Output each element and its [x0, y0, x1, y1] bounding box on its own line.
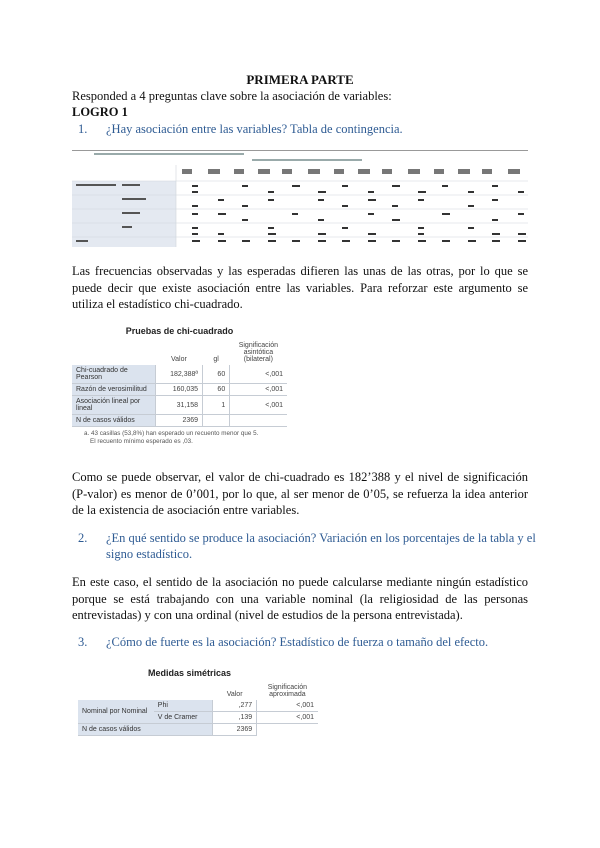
table-row [78, 700, 318, 712]
logro-label: LOGRO 1 [72, 105, 128, 119]
chi-row-valor: 2369 [155, 415, 202, 427]
symmetric-measures-title: Medidas simétricas [148, 668, 232, 678]
sym-n-value: 2369 [213, 724, 257, 736]
chi-square-grid [72, 340, 287, 427]
sym-group-label: Nominal por Nominal [78, 700, 154, 724]
chi-row-sig: <,001 [230, 384, 287, 396]
symmetric-measures-grid [78, 682, 318, 736]
chi-row-gl: 60 [203, 365, 230, 384]
paragraph-1: Las frecuencias observadas y las esperadas difieren las unas de las otras, por lo que se puede decir que existe asociación entre las variables. Para reforzar este argumento se utiliza el estadístico chi-cuadrado. [72, 264, 528, 312]
chi-square-title: Pruebas de chi-cuadrado [125, 326, 234, 336]
chi-row-sig [230, 415, 287, 427]
symmetric-measures-table [78, 668, 318, 736]
page-heading: PRIMERA PARTE [246, 72, 354, 87]
chi-header-gl: gl [213, 356, 219, 363]
chi-row-sig: <,001 [230, 365, 287, 384]
sym-row-valor: ,139 [213, 712, 257, 724]
chi-header-sig: Significación asintótica (bilateral) [238, 342, 279, 363]
question-2-continuation: signo estadístico. [106, 547, 193, 561]
question-1-text: ¿Hay asociación entre las variables? Tabla de contingencia. [106, 122, 403, 136]
sym-row-sig: <,001 [257, 712, 318, 724]
chi-row-valor: 182,388ª [155, 365, 202, 384]
sym-header-sig: Significación aproximada [267, 684, 307, 698]
intro-text: Responded a 4 preguntas clave sobre la asociación de variables: [72, 89, 392, 103]
paragraph-3: En este caso, el sentido de la asociación no puede calcularse mediante ningún estadístico porque se está trabajando con una variable nominal (la religiosidad de las personas entrevistadas) y con una ordinal (nivel de estudios de la persona entrevistada). [72, 575, 528, 623]
question-2-text: ¿En qué sentido se produce la asociación? Variación en los porcentajes de la tabla y el [106, 531, 536, 545]
chi-row-label: N de casos válidos [72, 415, 155, 427]
chi-row-gl [203, 415, 230, 427]
sym-row-sig: <,001 [257, 700, 318, 712]
chi-row-label: Razón de verosimilitud [72, 384, 155, 396]
contingency-table-graphic [72, 151, 528, 247]
paragraph-2: Como se puede observar, el valor de chi-cuadrado es 182’388 y el nivel de significación (P-valor) es menor de 0’001, por lo que, al ser menor de 0’05, se refuerza la idea anterior de la existencia de asociación entre variables. [72, 470, 528, 518]
table-row [78, 724, 318, 736]
sym-header-valor: Valor [226, 691, 243, 698]
chi-footnote-a: a. 43 casillas (53,8%) han esperado un recuento menor que 5. [84, 430, 259, 437]
sym-row-label: V de Cramer [154, 712, 213, 724]
chi-square-table [72, 326, 287, 446]
question-3 [78, 634, 488, 650]
chi-footnote-b: El recuento mínimo esperado es ,03. [90, 438, 193, 445]
question-3-number: 3. [78, 635, 88, 649]
chi-row-gl: 60 [203, 384, 230, 396]
table-row [72, 415, 287, 427]
chi-row-label: Chi-cuadrado de Pearson [72, 365, 155, 384]
chi-row-valor: 31,158 [155, 396, 202, 415]
sym-row-valor: ,277 [213, 700, 257, 712]
question-1-number: 1. [78, 122, 88, 136]
table-row [72, 365, 287, 384]
question-2 [78, 530, 536, 546]
sym-n-label: N de casos válidos [78, 724, 213, 736]
contingency-table-image [72, 150, 528, 247]
chi-row-label: Asociación lineal por lineal [72, 396, 155, 415]
chi-row-sig: <,001 [230, 396, 287, 415]
sym-row-label: Phi [154, 700, 213, 712]
question-2-number: 2. [78, 531, 88, 545]
question-3-text: ¿Cómo de fuerte es la asociación? Estadístico de fuerza o tamaño del efecto. [106, 635, 489, 649]
chi-row-valor: 160,035 [155, 384, 202, 396]
question-1 [78, 121, 403, 137]
chi-row-gl: 1 [203, 396, 230, 415]
table-row [72, 384, 287, 396]
chi-header-valor: Valor [170, 356, 187, 363]
table-row [72, 396, 287, 415]
